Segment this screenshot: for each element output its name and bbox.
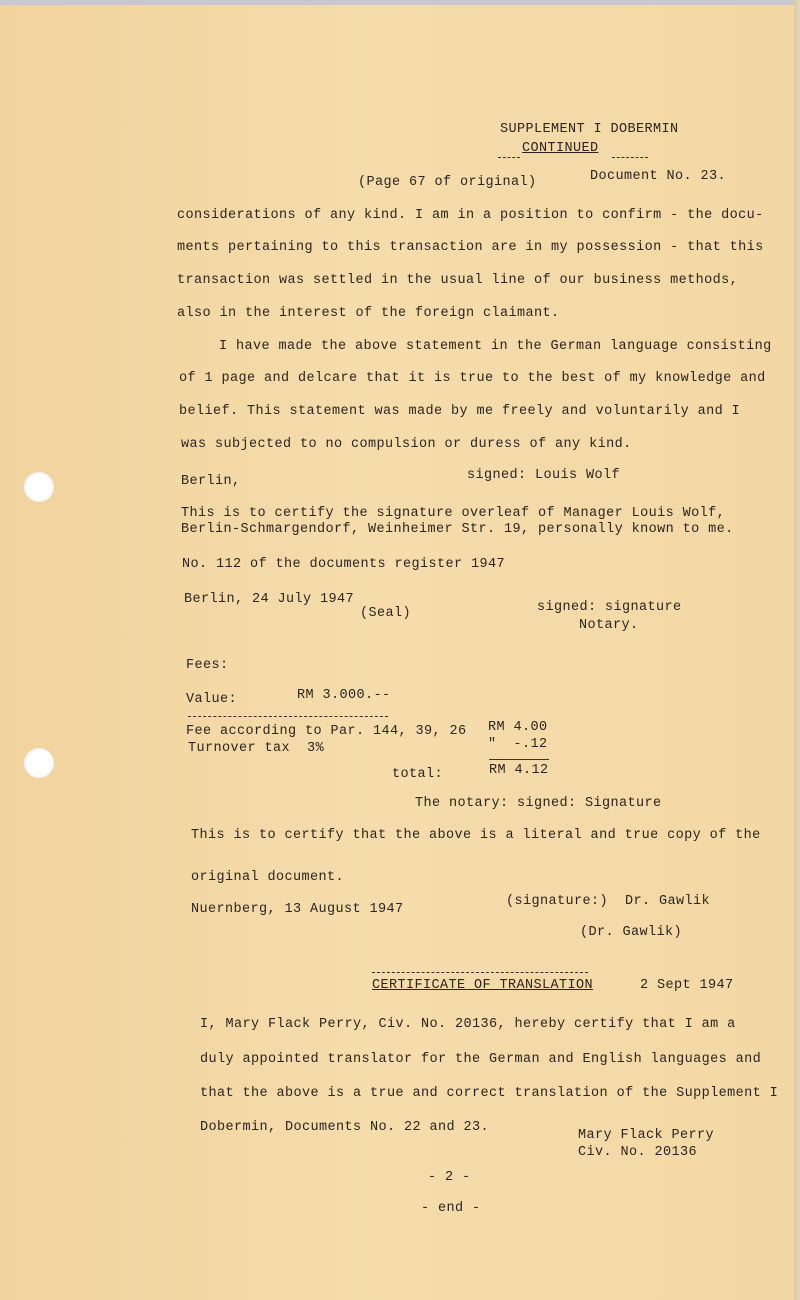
fees-label: Fees: (186, 658, 229, 673)
translation-heading: CERTIFICATE OF TRANSLATION (372, 978, 594, 993)
header-subtitle: CONTINUED (522, 141, 599, 156)
notary-signed-line: The notary: signed: Signature (415, 796, 662, 811)
header-title: SUPPLEMENT I DOBERMIN (500, 122, 679, 137)
signature-gawlik: (signature:) Dr. Gawlik (506, 894, 711, 909)
register-line: No. 112 of the documents register 1947 (182, 557, 506, 572)
total-rule (489, 759, 549, 760)
translator-civ: Civ. No. 20136 (578, 1145, 698, 1160)
header-dash-right (612, 157, 648, 158)
value-label: Value: (186, 692, 238, 707)
seal-label: (Seal) (360, 606, 412, 621)
nuernberg-date: Nuernberg, 13 August 1947 (191, 902, 404, 917)
copy-cert-line1: This is to certify that the above is a literal and true copy of the (191, 828, 761, 843)
page-edge-top (0, 0, 800, 5)
punch-hole-top (24, 472, 54, 502)
date-berlin: Berlin, 24 July 1947 (184, 592, 355, 607)
copy-cert-line2: original document. (191, 870, 345, 885)
paragraph2-line3: belief. This statement was made by me freely and voluntarily and I (179, 404, 741, 419)
translation-date: 2 Sept 1947 (640, 978, 734, 993)
punch-hole-bottom (24, 748, 54, 778)
gawlik-name: (Dr. Gawlik) (580, 925, 683, 940)
certify-line1: This is to certify the signature overleaf of Manager Louis Wolf, (181, 506, 726, 521)
translator-name: Mary Flack Perry (578, 1128, 715, 1143)
paragraph2-line1: I have made the above statement in the German language consisting (219, 339, 772, 354)
fee-amount: RM 4.00 (488, 720, 548, 735)
page-number: - 2 - (428, 1170, 471, 1185)
paragraph1-line1: considerations of any kind. I am in a position to confirm - the docu- (177, 208, 764, 223)
paragraph1-line4: also in the interest of the foreign claimant. (177, 306, 560, 321)
fee-line: Fee according to Par. 144, 39, 26 (186, 724, 467, 739)
signed-louis-wolf: signed: Louis Wolf (467, 468, 621, 483)
end-marker: - end - (421, 1201, 481, 1216)
certify-line2: Berlin-Schmargendorf, Weinheimer Str. 19, personally known to me. (181, 522, 734, 537)
paragraph1-line2: ments pertaining to this transaction are in my possession - that this (177, 240, 764, 255)
translation-line4: Dobermin, Documents No. 22 and 23. (200, 1120, 490, 1135)
page-reference: (Page 67 of original) (358, 175, 537, 190)
translation-line2: duly appointed translator for the German and English languages and (200, 1052, 762, 1067)
fees-dashed-rule (188, 716, 388, 717)
page-edge-right (794, 0, 800, 1300)
total-label: total: (392, 767, 444, 782)
notary-label: Notary. (579, 618, 639, 633)
paragraph1-line3: transaction was settled in the usual line of our business methods, (177, 273, 739, 288)
total-amount: RM 4.12 (489, 763, 549, 778)
translation-line3: that the above is a true and correct translation of the Supplement I (200, 1086, 779, 1101)
header-dash-left (498, 157, 520, 158)
signed-signature: signed: signature (537, 600, 682, 615)
translation-line1: I, Mary Flack Perry, Civ. No. 20136, hereby certify that I am a (200, 1017, 736, 1032)
place-berlin: Berlin, (181, 474, 241, 489)
translation-dashed-rule (372, 972, 588, 973)
tax-amount: " -.12 (488, 737, 548, 752)
document-number: Document No. 23. (590, 169, 727, 184)
paragraph2-line4: was subjected to no compulsion or duress of any kind. (181, 437, 632, 452)
paragraph2-line2: of 1 page and delcare that it is true to the best of my knowledge and (179, 371, 766, 386)
tax-line: Turnover tax 3% (188, 741, 325, 756)
value-amount: RM 3.000.-- (297, 688, 391, 703)
